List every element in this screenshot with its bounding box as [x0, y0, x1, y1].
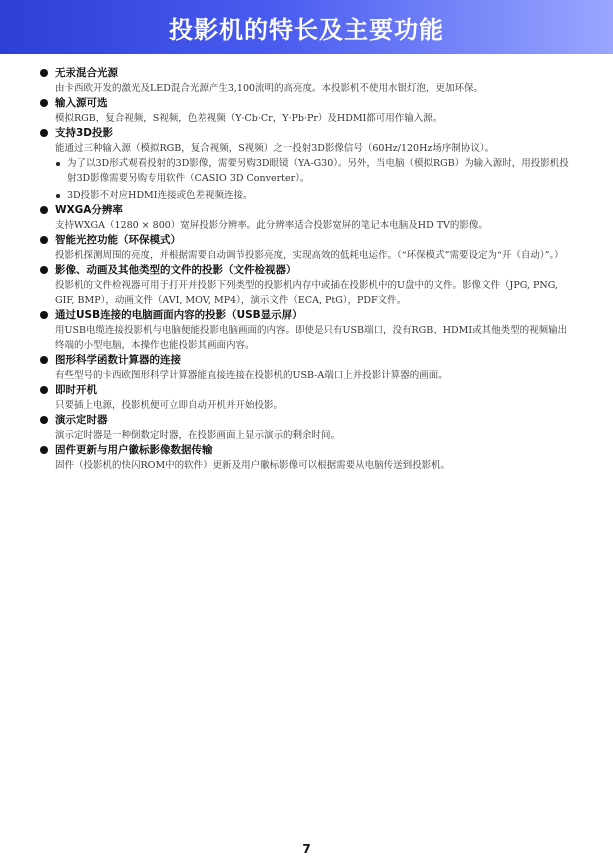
bullet-icon: [40, 99, 48, 107]
feature-title: 即时开机: [40, 383, 575, 398]
feature-title: 输入源可选: [40, 96, 575, 111]
feature-title: 图形科学函数计算器的连接: [40, 353, 575, 368]
feature-item: [40, 383, 575, 413]
feature-title: 影像、动画及其他类型的文件的投影（文件检视器）: [40, 263, 575, 278]
feature-item: [40, 443, 575, 473]
bullet-icon: [40, 206, 48, 214]
feature-description: 用USB电缆连接投影机与电脑便能投影电脑画面的内容。即使是只有USB端口，没有RGB、HDMI或其他类型的视频输出终端的小型电脑，本操作也能投影其画面内容。: [55, 325, 568, 351]
feature-note: 3D投影不对应HDMI连接或色差视频连接。: [40, 188, 575, 203]
feature-title: 无汞混合光源: [40, 66, 575, 81]
feature-description: 只要插上电源，投影机便可立即自动开机并开始投影。: [55, 400, 284, 411]
feature-item: [40, 413, 575, 443]
feature-description: 演示定时器是一种倒数定时器，在投影画面上显示演示的剩余时间。: [55, 430, 341, 441]
feature-title: WXGA分辨率: [40, 203, 575, 218]
feature-item: [40, 96, 575, 126]
feature-note: 为了以3D形式观看投射的3D影像，需要另购3D眼镜（YA-G30）。另外，当电脑（模拟RGB）为输入源时，用投影机投射3D影像需要另购专用软件（CASIO 3D Converter）。: [40, 156, 575, 186]
bullet-icon: [40, 446, 48, 454]
feature-description: 有些型号的卡西欧图形科学计算器能直接连接在投影机的USB-A端口上并投影计算器的画面。: [55, 370, 448, 381]
bullet-icon: [40, 416, 48, 424]
feature-item: [40, 263, 575, 308]
bullet-icon: [40, 266, 48, 274]
page-title: 投影机的特长及主要功能: [169, 15, 444, 44]
feature-description: 模拟RGB，复合视频，S视频，色差视频（Y·Cb·Cr，Y·Pb·Pr）及HDMI都可用作输入源。: [55, 113, 443, 124]
feature-item: [40, 308, 575, 353]
feature-list: [40, 66, 575, 473]
feature-item: [40, 66, 575, 96]
feature-title: 智能光控功能（环保模式）: [40, 233, 575, 248]
feature-item: [40, 233, 575, 263]
page-header: [0, 0, 613, 54]
feature-item: [40, 126, 575, 203]
feature-description: 投影机的文件检视器可用于打开并投影下列类型的投影机内存中或插在投影机中的U盘中的文件。影像文件（JPG, PNG, GIF, BMP），动画文件（AVI, MOV, MP4），演示文件（ECA, PtG），PDF文件。: [55, 280, 558, 306]
small-bullet-icon: [56, 194, 60, 198]
feature-item: [40, 203, 575, 233]
feature-title: 固件更新与用户徽标影像数据传输: [40, 443, 575, 458]
feature-description: 由卡西欧开发的激光及LED混合光源产生3,100流明的高亮度。本投影机不使用水银灯泡，更加环保。: [55, 83, 484, 94]
feature-title: 演示定时器: [40, 413, 575, 428]
bullet-icon: [40, 129, 48, 137]
feature-description: 投影机探测周围的亮度，并根据需要自动调节投影亮度，实现高效的低耗电运作。（“环保模式”需要设定为“开（自动）”。）: [55, 250, 564, 261]
feature-description: 支持WXGA（1280 × 800）宽屏投影分辨率。此分辨率适合投影宽屏的笔记本电脑及HD TV的影像。: [55, 220, 488, 231]
bullet-icon: [40, 356, 48, 364]
bullet-icon: [40, 236, 48, 244]
feature-description: 能通过三种输入源（模拟RGB，复合视频，S视频）之一投射3D影像信号（60Hz/120Hz场序制协议）。: [55, 143, 495, 154]
feature-title: 支持3D投影: [40, 126, 575, 141]
bullet-icon: [40, 69, 48, 77]
small-bullet-icon: [56, 162, 60, 166]
feature-title: 通过USB连接的电脑画面内容的投影（USB显示屏）: [40, 308, 575, 323]
page-number: 7: [302, 842, 311, 856]
feature-item: [40, 353, 575, 383]
bullet-icon: [40, 311, 48, 319]
feature-description: 固件（投影机的快闪ROM中的软件）更新及用户徽标影像可以根据需要从电脑传送到投影机。: [55, 460, 451, 471]
bullet-icon: [40, 386, 48, 394]
